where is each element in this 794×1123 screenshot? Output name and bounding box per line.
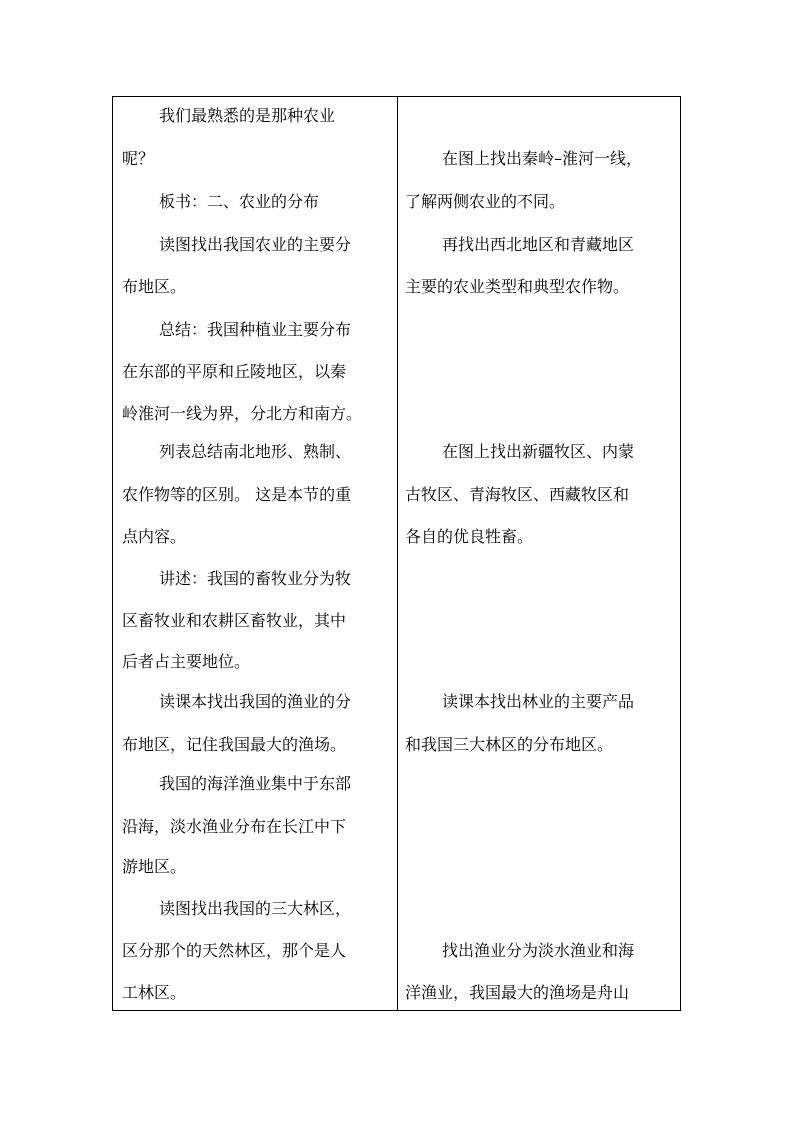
left-line: 在东部的平原和丘陵地区，以秦: [122, 362, 347, 381]
right-line: 了解两侧农业的不同。: [405, 192, 566, 211]
left-line: 读课本找出我国的渔业的分: [159, 692, 352, 711]
left-line: 农作物等的区别。 这是本节的重: [122, 485, 352, 504]
left-line: 沿海，淡水渔业分布在长江中下: [122, 817, 347, 836]
left-line: 点内容。: [122, 527, 187, 546]
left-line: 总结：我国种植业主要分布: [159, 320, 352, 339]
left-line: 读图找出我国农业的主要分: [159, 235, 352, 254]
left-line: 区分那个的天然林区，那个是人: [122, 941, 347, 960]
right-line: 古牧区、青海牧区、西藏牧区和: [405, 485, 630, 504]
right-line: 在图上找出新疆牧区、内蒙: [442, 442, 635, 461]
left-line: 呢？: [122, 149, 155, 168]
right-line: 各自的优良牲畜。: [405, 527, 534, 546]
left-line: 读图找出我国的三大林区，: [159, 899, 352, 918]
left-line: 布地区，记住我国最大的渔场。: [122, 735, 347, 754]
left-line: 区畜牧业和农耕区畜牧业，其中: [122, 611, 347, 630]
right-line: 再找出西北地区和青藏地区: [442, 235, 635, 254]
left-line: 讲述：我国的畜牧业分为牧: [159, 569, 352, 588]
left-line: 列表总结南北地形、熟制、: [159, 442, 352, 461]
teacher-activity-column: [113, 97, 398, 1010]
right-line: 主要的农业类型和典型农作物。: [405, 277, 630, 296]
right-line: 在图上找出秦岭–淮河一线，: [442, 149, 643, 168]
left-line: 我们最熟悉的是那种农业: [159, 106, 336, 125]
right-line: 找出渔业分为淡水渔业和海: [442, 941, 635, 960]
right-line: 读课本找出林业的主要产品: [442, 692, 635, 711]
left-line: 岭淮河一线为界，分北方和南方。: [122, 404, 363, 423]
lesson-plan-table: [112, 96, 681, 1011]
left-line: 后者占主要地位。: [122, 652, 251, 671]
left-line: 游地区。: [122, 857, 187, 876]
right-line: 洋渔业，我国最大的渔场是舟山: [405, 983, 630, 1002]
right-line: 和我国三大林区的分布地区。: [405, 735, 614, 754]
left-line: 板书：二、农业的分布: [159, 192, 320, 211]
left-line: 我国的海洋渔业集中于东部: [159, 774, 352, 793]
left-line: 布地区。: [122, 277, 187, 296]
student-activity-column: [398, 97, 680, 1010]
left-line: 工林区。: [122, 983, 187, 1002]
